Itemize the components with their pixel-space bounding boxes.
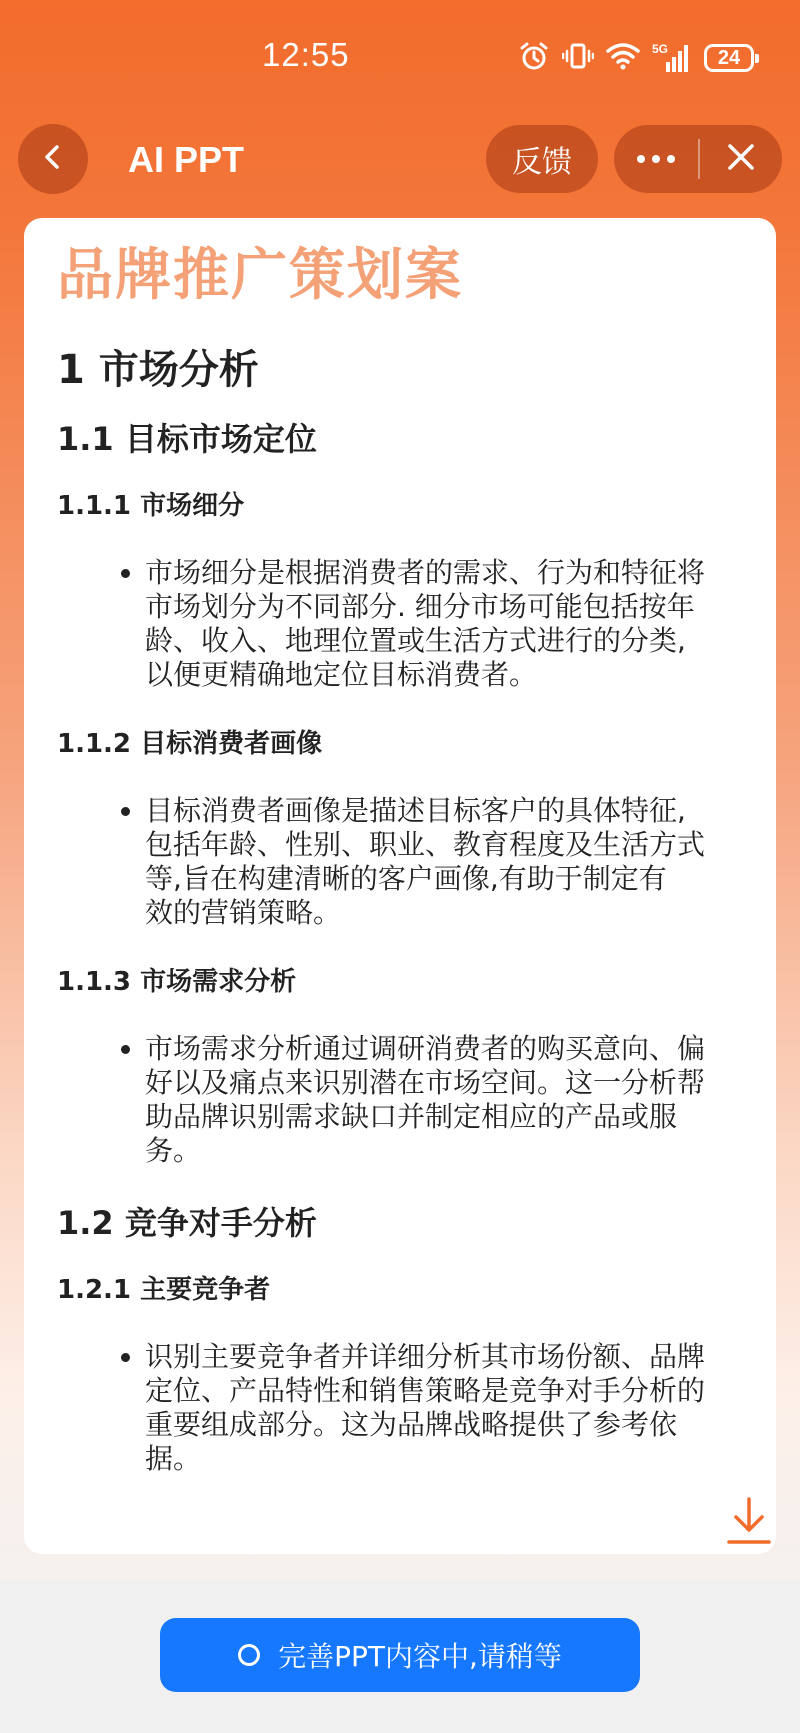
bullet-item: • 市场需求分析通过调研消费者的购买意向、偏 好以及痛点来识别潜在市场空间。这一分析帮 助品牌识别需求缺口并制定相应的产品或服 务。 xyxy=(145,1032,747,1168)
bullet-list xyxy=(57,1032,747,1168)
document-title: 品牌推广策划案 xyxy=(57,243,463,308)
bullet-item: • 识别主要竞争者并详细分析其市场份额、品牌 定位、产品特性和销售策略是竞争对手分析的 重要组成部分。这为品牌战略提供了参考依 据。 xyxy=(145,1340,747,1476)
status-icons xyxy=(518,40,754,76)
status-time: 12:55 xyxy=(262,36,350,73)
document-content xyxy=(57,243,747,1512)
battery-icon: 24 xyxy=(704,44,754,72)
wifi-icon xyxy=(606,41,640,75)
close-button[interactable] xyxy=(700,125,782,193)
bullet-item: • 目标消费者画像是描述目标客户的具体特征, 包括年龄、性别、职业、教育程度及生活方式 等,旨在构建清晰的客户画像,有助于制定有 效的营销策略。 xyxy=(145,794,747,930)
item-heading: 1.2.1 主要竞争者 xyxy=(57,1275,271,1306)
bullet-list xyxy=(57,556,747,692)
generating-status-label: 完善PPT内容中,请稍等 xyxy=(278,1640,562,1673)
close-icon xyxy=(726,142,756,176)
back-icon xyxy=(38,142,68,176)
subsection-heading: 1.1 目标市场定位 xyxy=(57,420,317,458)
subsection-heading: 1.2 竞争对手分析 xyxy=(57,1203,317,1242)
more-icon xyxy=(637,155,675,163)
generating-status-button[interactable] xyxy=(160,1618,640,1692)
download-icon[interactable] xyxy=(726,1496,772,1546)
mini-program-capsule xyxy=(614,125,782,193)
loading-icon xyxy=(238,1644,260,1666)
bullet-list xyxy=(57,1340,747,1476)
vibrate-icon xyxy=(562,40,594,76)
section-heading: 1 市场分析 xyxy=(57,347,259,393)
item-heading: 1.1.1 市场细分 xyxy=(57,491,245,522)
signal-icon xyxy=(652,42,692,74)
more-button[interactable] xyxy=(614,125,698,193)
document-card[interactable] xyxy=(24,218,776,1554)
status-bar xyxy=(0,0,800,110)
back-button[interactable] xyxy=(18,124,88,194)
bullet-item: • 市场细分是根据消费者的需求、行为和特征将 市场划分为不同部分. 细分市场可能包括按年 龄、收入、地理位置或生活方式进行的分类, 以便更精确地定位目标消费者。 xyxy=(145,556,747,692)
page-title: AI PPT xyxy=(128,139,245,180)
bullet-list xyxy=(57,794,747,930)
alarm-icon xyxy=(518,40,550,76)
network-type: 5G xyxy=(652,42,669,56)
item-heading: 1.1.2 目标消费者画像 xyxy=(57,729,323,760)
item-heading: 1.1.3 市场需求分析 xyxy=(57,966,297,997)
feedback-button[interactable]: 反馈 xyxy=(486,125,598,193)
